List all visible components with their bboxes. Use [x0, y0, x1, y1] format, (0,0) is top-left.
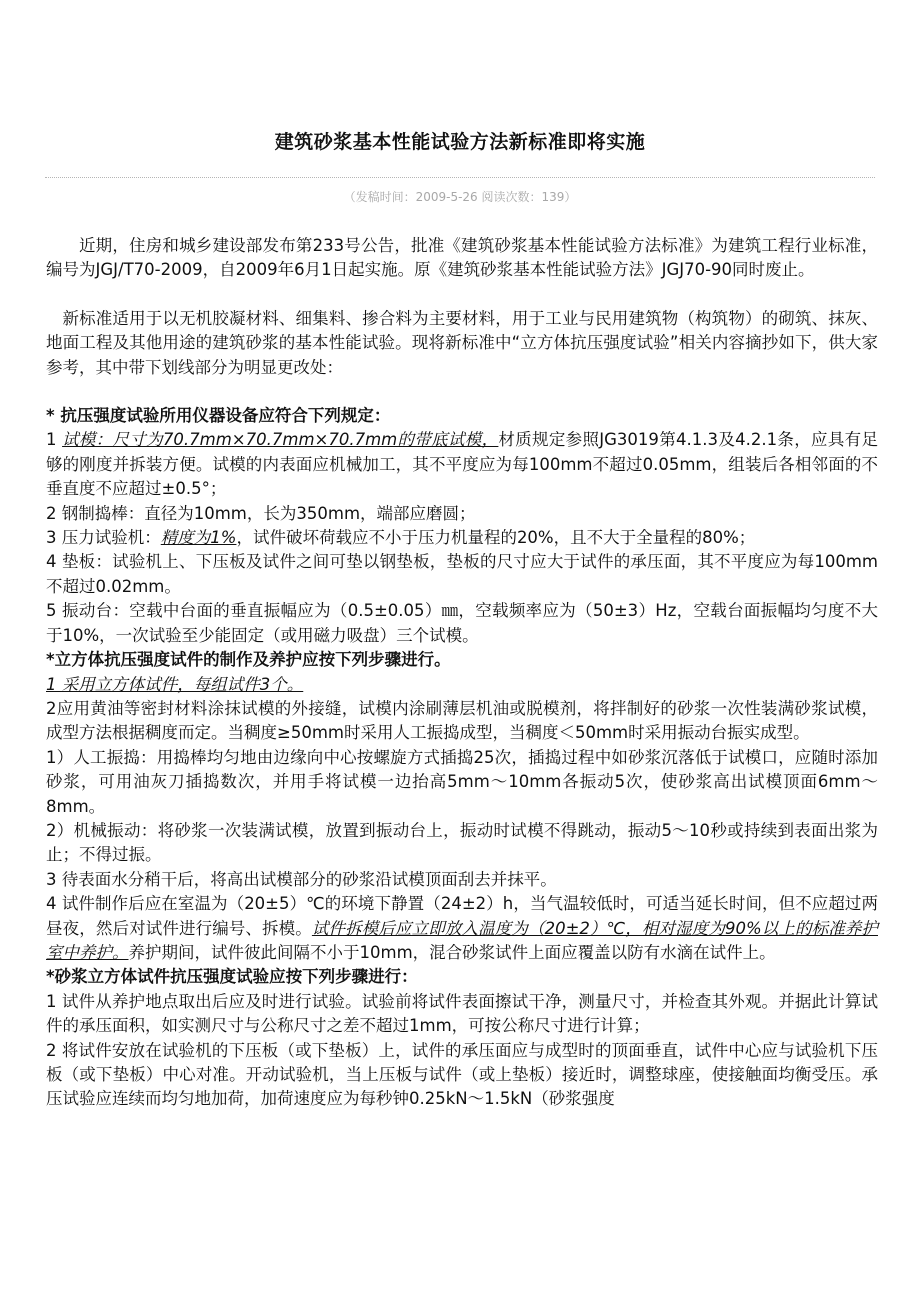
specimen-step-1: [46, 673, 878, 697]
article-meta: （发稿时间：2009-5-26 阅读次数：139）: [343, 190, 577, 204]
article-title: 建筑砂浆基本性能试验方法新标准即将实施: [274, 131, 646, 153]
changed-text: 试件拆模后应立即放入温度为（20±2）℃，相对湿度为90%以上的标准养护室中养护。: [46, 918, 878, 962]
equipment-item-5: 5 振动台：空载中台面的垂直振幅应为（0.5±0.05）㎜，空载频率应为（50±3）Hz，空载台面振幅均匀度不大于10%，一次试验至少能固定（或用磁力吸盘）三个试模。: [46, 601, 878, 645]
equipment-item-4: 4 垫板：试验机上、下压板及试件之间可垫以钢垫板，垫板的尺寸应大于试件的承压面，其不平度应为每100mm不超过0.02mm。: [46, 552, 878, 596]
equipment-item-1: 1 试模：尺寸为70.7mm×70.7mm×70.7mm的带底试模，材质规定参照JG3019第4.1.3及4.2.1条，应具有足够的刚度并拆装方便。试模的内表面应机械加工，其不平度应为每100mm不超过0.05mm，组装后各相邻面的不垂直度不应超过±0.5°；: [46, 430, 878, 499]
specimen-step-4: 4 试件制作后应在室温为（20±5）℃的环境下静置（24±2）h，当气温较低时，可适当延长时间，但不应超过两昼夜，然后对试件进行编号、拆模。试件拆模后应立即放入温度为（20±2）℃，相对湿度为90%以上的标准养护室中养护。养护期间，试件彼此间隔不小于10mm，混合砂浆试件上面应覆盖以防有水滴在试件上。: [46, 894, 878, 962]
test-step-1: 1 试件从养护地点取出后应及时进行试验。试验前将试件表面擦试干净，测量尺寸，并检查其外观。并据此计算试件的承压面积，如实测尺寸与公称尺寸之差不超过1mm，可按公称尺寸进行计算；: [46, 991, 878, 1036]
equipment-item-2: 2 钢制捣棒：直径为10mm，长为350mm，端部应磨圆；: [46, 503, 476, 523]
title-divider: [45, 177, 875, 178]
section-heading-equipment: * 抗压强度试验所用仪器设备应符合下列规定：: [46, 406, 391, 426]
intro-paragraph: 近期，住房和城乡建设部发布第233号公告，批准《建筑砂浆基本性能试验方法标准》为建筑工程行业标准，编号为JGJ/T70-2009，自2009年6月1日起实施。原《建筑砂浆基本性能试验方法》JGJ70-90同时废止。: [46, 236, 878, 280]
article-body: [46, 234, 878, 1112]
section-heading-specimen: *立方体抗压强度试件的制作及养护应按下列步骤进行。: [46, 650, 451, 670]
test-step-2: 2 将试件安放在试验机的下压板（或下垫板）上，试件的承压面应与成型时的顶面垂直，试件中心应与试验机下压板（或下垫板）中心对准。开动试验机，当上压板与试件（或上垫板）接近时，调整球座，使接触面均衡受压。承压试验应连续而均匀地加荷，加荷速度应为每秒钟0.25kN～1.5kN（砂浆强度: [46, 1040, 878, 1109]
section-heading-test: *砂浆立方体试件抗压强度试验应按下列步骤进行：: [46, 967, 418, 987]
specimen-step-2b: 2）机械振动：将砂浆一次装满试模，放置到振动台上，振动时试模不得跳动，振动5～10秒或持续到表面出浆为止；不得过振。: [46, 820, 878, 865]
equipment-item-3: 3 压力试验机：精度为1%，试件破坏荷载应不小于压力机量程的20%，且不大于全量程的80%；: [46, 528, 756, 548]
changed-text: 试模：尺寸为70.7mm×70.7mm×70.7mm的带底试模，: [62, 430, 499, 450]
specimen-step-2: 2应用黄油等密封材料涂抹试模的外接缝，试模内涂刷薄层机油或脱模剂，将拌制好的砂浆一次性装满砂浆试模，成型方法根据稠度而定。当稠度≥50mm时采用人工振捣成型，当稠度＜50mm时采用振动台振实成型。: [46, 698, 878, 743]
specimen-step-3: 3 待表面水分稍干后，将高出试模部分的砂浆沿试模顶面刮去并抹平。: [46, 869, 557, 889]
changed-text: 1 采用立方体试件，每组试件3个。: [46, 674, 304, 694]
scope-paragraph: 新标准适用于以无机胶凝材料、细集料、掺合料为主要材料，用于工业与民用建筑物（构筑物）的砌筑、抹灰、地面工程及其他用途的建筑砂浆的基本性能试验。现将新标准中“立方体抗压强度试验”相关内容摘抄如下，供大家参考，其中带下划线部分为明显更改处：: [46, 308, 878, 377]
changed-text: 精度为1%: [160, 528, 237, 548]
specimen-step-2a: 1）人工振捣：用捣棒均匀地由边缘向中心按螺旋方式插捣25次，插捣过程中如砂浆沉落低于试模口，应随时添加砂浆，可用油灰刀插捣数次，并用手将试模一边抬高5mm～10mm各振动5次，使砂浆高出试模顶面6mm～8mm。: [46, 747, 878, 816]
